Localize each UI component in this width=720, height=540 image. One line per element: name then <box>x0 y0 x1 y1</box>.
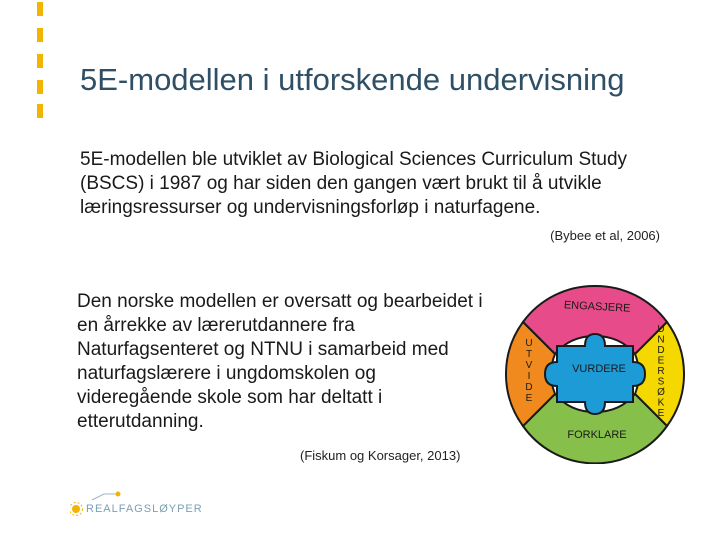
lbl-right-letter: N <box>657 334 665 346</box>
body-paragraph: Den norske modellen er oversatt og bearbeidet i en årrekke av lærerutdannere fra Naturfagsenteret og NTNU i samarbeid med naturfagslærere i ungdomskolen og videregående skole som har deltatt i etterutdanning. <box>77 291 483 432</box>
lbl-left-letter: U <box>525 338 533 349</box>
intro-citation: (Bybee et al, 2006) <box>550 228 660 243</box>
accent-bar <box>37 0 43 118</box>
lbl-right-letter: D <box>657 345 665 356</box>
label-vurdere: VURDERE <box>572 363 626 375</box>
label-engasjere: ENGASJERE <box>563 299 631 315</box>
lbl-right-letter: E <box>657 355 665 367</box>
lbl-left-letter: T <box>525 349 533 360</box>
lbl-right-letter: Ø <box>657 387 665 398</box>
lbl-left-letter: V <box>525 360 533 371</box>
lbl-left-letter: D <box>525 382 533 393</box>
slide-title: 5E-modellen i utforskende undervisning <box>80 62 625 97</box>
logo-text: REALFAGSLØYPER <box>86 503 203 515</box>
lbl-right-letter: R <box>657 366 665 377</box>
lbl-left-letter: I <box>527 371 531 382</box>
label-forklare: FORKLARE <box>567 429 627 441</box>
body-citation: (Fiskum og Korsager, 2013) <box>300 448 461 463</box>
label-undersoke <box>657 324 665 419</box>
lbl-right-letter: K <box>657 397 665 409</box>
lbl-left-letter: E <box>525 393 533 404</box>
lbl-right-letter: U <box>657 324 665 335</box>
lbl-right-letter: E <box>657 408 665 419</box>
lbl-right-letter: S <box>657 376 665 388</box>
5e-model-diagram <box>505 284 685 464</box>
intro-paragraph: 5E-modellen ble utviklet av Biological Sciences Curriculum Study (BSCS) i 1987 og har siden den gangen vært brukt til å utvikle læringsressurser og undervisningsforløp i naturfagene. <box>80 149 628 218</box>
